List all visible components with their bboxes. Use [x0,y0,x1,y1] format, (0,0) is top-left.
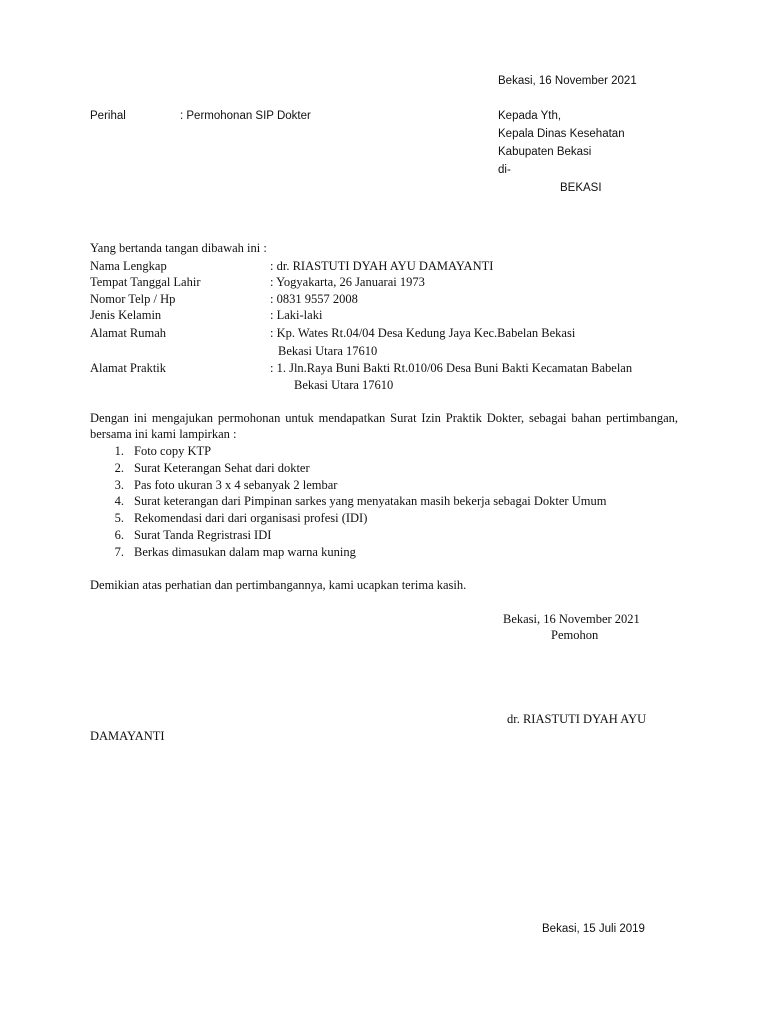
recipient-city: BEKASI [560,182,602,194]
list-number: 4. [114,494,124,509]
list-item [90,510,606,527]
request-paragraph: Dengan ini mengajukan permohonan untuk mendapatkan Surat Izin Praktik Dokter, sebagai bahan pertimbangan, bersama ini kami lampirkan : [90,411,678,441]
field-value-continued: Bekasi Utara 17610 [294,378,394,392]
list-number: 7. [114,544,124,559]
closing-text: Demikian atas perhatian dan pertimbangannya, kami ucapkan terima kasih. [90,578,467,592]
field-label: Tempat Tanggal Lahir [90,275,201,289]
list-number: 2. [114,460,124,475]
field-label: Nama Lengkap [90,259,167,273]
recipient-line: Kepala Dinas Kesehatan [498,128,625,140]
field-value: : 0831 9557 2008 [270,292,358,306]
field-value-continued: Bekasi Utara 17610 [278,344,378,358]
field-value: : 1. Jln.Raya Buni Bakti Rt.010/06 Desa Buni Bakti Kecamatan Babelan [270,361,633,375]
recipient-line: Kepada Yth, [498,110,562,122]
recipient-line: di- [498,164,511,176]
field-value: : dr. RIASTUTI DYAH AYU DAMAYANTI [270,259,494,273]
list-text: Berkas dimasukan dalam map warna kuning [134,544,356,559]
list-item [90,493,606,510]
perihal-label: Perihal [90,110,126,122]
field-label: Alamat Rumah [90,326,167,340]
field-label: Jenis Kelamin [90,308,162,322]
list-number: 5. [114,511,124,526]
footer-date: Bekasi, 15 Juli 2019 [542,923,645,935]
field-value: : Kp. Wates Rt.04/04 Desa Kedung Jaya Kec.Babelan Bekasi [270,326,576,340]
list-text: Pas foto ukuran 3 x 4 sebanyak 2 lembar [134,477,338,492]
list-number: 1. [114,444,124,458]
list-text: Rekomendasi dari dari organisasi profesi (IDI) [134,511,368,526]
field-label: Alamat Praktik [90,361,167,375]
field-label: Nomor Telp / Hp [90,292,176,306]
attachment-list [90,443,606,561]
list-text: Surat Keterangan Sehat dari dokter [134,460,310,475]
list-text: Foto copy KTP [134,444,212,458]
letter-date: Bekasi, 16 November 2021 [498,75,637,87]
signature-name: dr. RIASTUTI DYAH AYU [507,712,647,726]
list-item [90,443,606,460]
list-item [90,544,606,561]
list-number: 3. [114,477,124,492]
signature-date: Bekasi, 16 November 2021 [503,612,640,626]
list-item [90,460,606,477]
list-item [90,477,606,494]
intro-text: Yang bertanda tangan dibawah ini : [90,241,267,255]
field-value: : Laki-laki [270,308,323,322]
field-value: : Yogyakarta, 26 Januarai 1973 [270,275,425,289]
list-number: 6. [114,527,124,542]
list-item [90,527,606,544]
list-text: Surat Tanda Regristrasi IDI [134,527,272,542]
recipient-line: Kabupaten Bekasi [498,146,592,158]
signature-role: Pemohon [551,628,599,642]
signature-name-continued: DAMAYANTI [90,729,165,743]
list-text: Surat keterangan dari Pimpinan sarkes yang menyatakan masih bekerja sebagai Dokter Umum [134,494,607,509]
perihal-value: : Permohonan SIP Dokter [180,110,311,122]
